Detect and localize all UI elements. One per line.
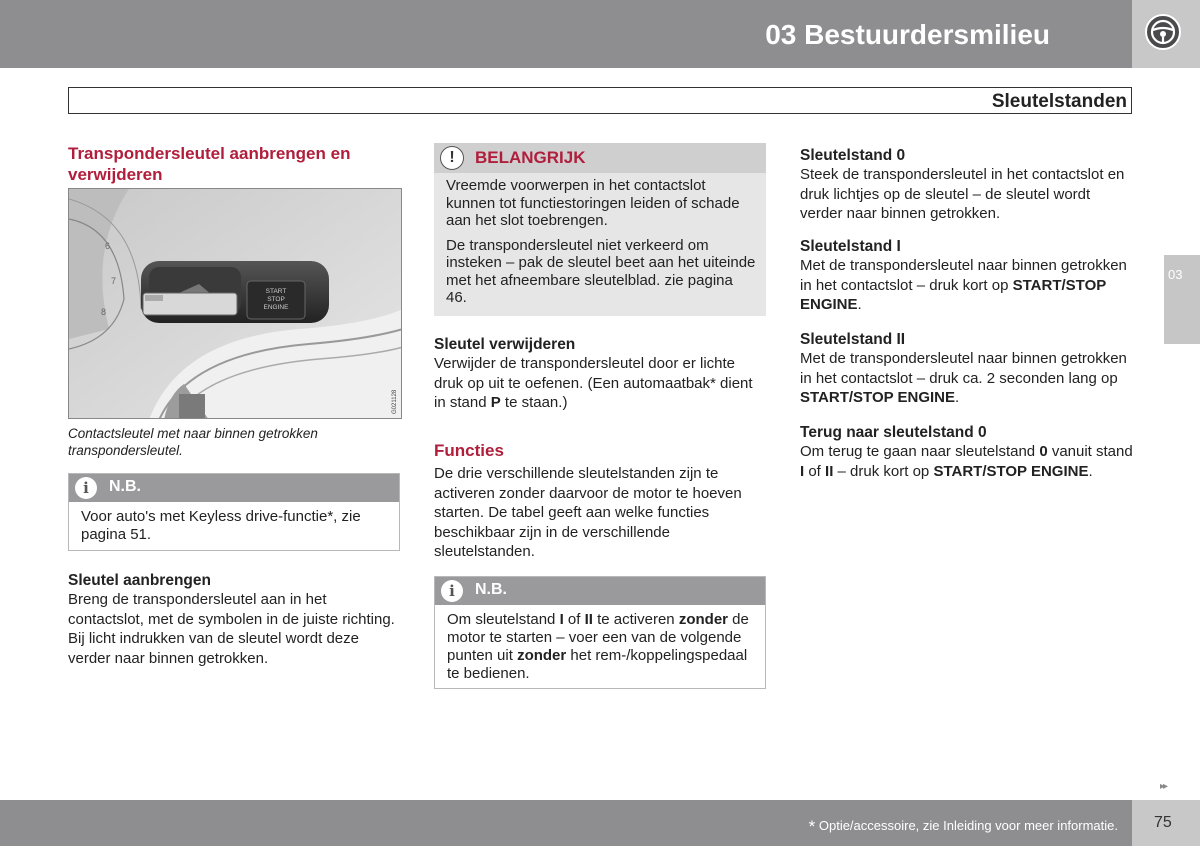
page-number: 75 bbox=[1154, 814, 1172, 831]
start-label: START bbox=[265, 288, 287, 295]
stop-label: STOP bbox=[267, 296, 285, 303]
key-position-2 bbox=[800, 330, 1134, 408]
return-to-0-heading: Terug naar sleutelstand 0 bbox=[800, 424, 987, 441]
gauge-number-6: 6 bbox=[105, 241, 111, 251]
engine-label: ENGINE bbox=[263, 304, 289, 311]
image-code: G021128 bbox=[392, 389, 398, 414]
key-position-1 bbox=[800, 237, 1134, 315]
functions-text: De drie verschillende sleutelstanden zijn te activeren zonder daarvoor de motor te hoeven starten. De tabel geeft aan welke functies beschikbaar zijn in de verschillende sleutelstanden. bbox=[434, 465, 742, 560]
key-position-1-heading: Sleutelstand I bbox=[800, 238, 901, 255]
return-to-0 bbox=[800, 423, 1134, 481]
important-label: BELANGRIJK bbox=[475, 148, 586, 167]
remove-key-heading: Sleutel verwijderen bbox=[434, 336, 576, 353]
header-bar bbox=[0, 0, 1132, 68]
info-icon: i bbox=[75, 477, 97, 499]
remove-key-section bbox=[434, 335, 766, 413]
col1-heading: Transpondersleutel aanbrengen en verwijderen bbox=[68, 144, 351, 184]
insert-key-text: Breng de transpondersleutel aan in het contactslot, met de symbolen in de juiste richting. Bij licht indrukken van de sleutel wordt deze verder naar binnen getrokken. bbox=[68, 591, 395, 667]
important-text-2: De transpondersleutel niet verkeerd om insteken – pak de sleutel beet aan het uiteinde met het afneembare sleutelblad. zie pagina 46. bbox=[446, 236, 756, 306]
note-box-keyless bbox=[68, 473, 400, 551]
page-number-box bbox=[1132, 800, 1200, 846]
note-text: Om sleutelstand I of II te activeren zonder de motor te starten – voer een van de volgende punten uit zonder het rem-/koppelingspedaal te bedienen. bbox=[447, 611, 749, 682]
footer-bar bbox=[0, 800, 1132, 846]
key-position-1-text: Met de transpondersleutel naar binnen getrokken in het contactslot – druk kort op START/STOP ENGINE. bbox=[800, 257, 1127, 313]
steering-wheel-icon bbox=[1145, 14, 1181, 50]
photo-caption: Contactsleutel met naar binnen getrokken transpondersleutel. bbox=[68, 426, 318, 458]
key-position-2-heading: Sleutelstand II bbox=[800, 331, 906, 348]
key-position-0-heading: Sleutelstand 0 bbox=[800, 147, 906, 164]
ignition-photo bbox=[68, 188, 402, 419]
important-text-1: Vreemde voorwerpen in het contactslot kunnen tot functiestoringen leiden of schade aan het slot toebrengen. bbox=[446, 177, 740, 229]
chapter-side-tab-label: 03 bbox=[1168, 267, 1183, 282]
key-position-0 bbox=[800, 146, 1134, 224]
return-to-0-text: Om terug te gaan naar sleutelstand 0 vanuit stand I of II – druk kort op START/STOP ENGINE. bbox=[800, 443, 1133, 480]
functions-heading: Functies bbox=[434, 441, 504, 460]
chapter-title: 03 Bestuurdersmilieu bbox=[765, 19, 1050, 50]
section-header-box bbox=[68, 87, 1132, 114]
functions-section bbox=[434, 440, 766, 562]
next-page-icon[interactable]: ▸▸ bbox=[1160, 781, 1167, 792]
section-title: Sleutelstanden bbox=[991, 91, 1127, 112]
note-label: N.B. bbox=[475, 581, 507, 598]
important-box bbox=[434, 143, 766, 316]
insert-key-section bbox=[68, 571, 402, 668]
gauge-number-8: 8 bbox=[101, 307, 107, 317]
chapter-icon-box bbox=[1132, 0, 1200, 68]
gauge-number-7: 7 bbox=[111, 276, 117, 286]
exclamation-icon: ! bbox=[440, 146, 464, 170]
note-text: Voor auto's met Keyless drive-functie*, zie pagina 51. bbox=[81, 508, 361, 543]
note-box-key-positions bbox=[434, 576, 766, 689]
insert-key-heading: Sleutel aanbrengen bbox=[68, 572, 211, 589]
remove-key-text: Verwijder de transpondersleutel door er lichte druk op uit te oefenen. (Een automaatbak* dient in stand P te staan.) bbox=[434, 355, 753, 411]
note-label: N.B. bbox=[109, 478, 141, 495]
info-icon: i bbox=[441, 580, 463, 602]
key-position-0-text: Steek de transpondersleutel in het contactslot en druk lichtjes op de sleutel – de sleutel wordt verder naar binnen getrokken. bbox=[800, 166, 1125, 222]
footnote: * Optie/accessoire, zie Inleiding voor meer informatie. bbox=[808, 817, 1118, 836]
chapter-side-tab[interactable] bbox=[1164, 255, 1200, 344]
key-position-2-text: Met de transpondersleutel naar binnen getrokken in het contactslot – druk ca. 2 seconden lang op START/STOP ENGINE. bbox=[800, 350, 1127, 406]
